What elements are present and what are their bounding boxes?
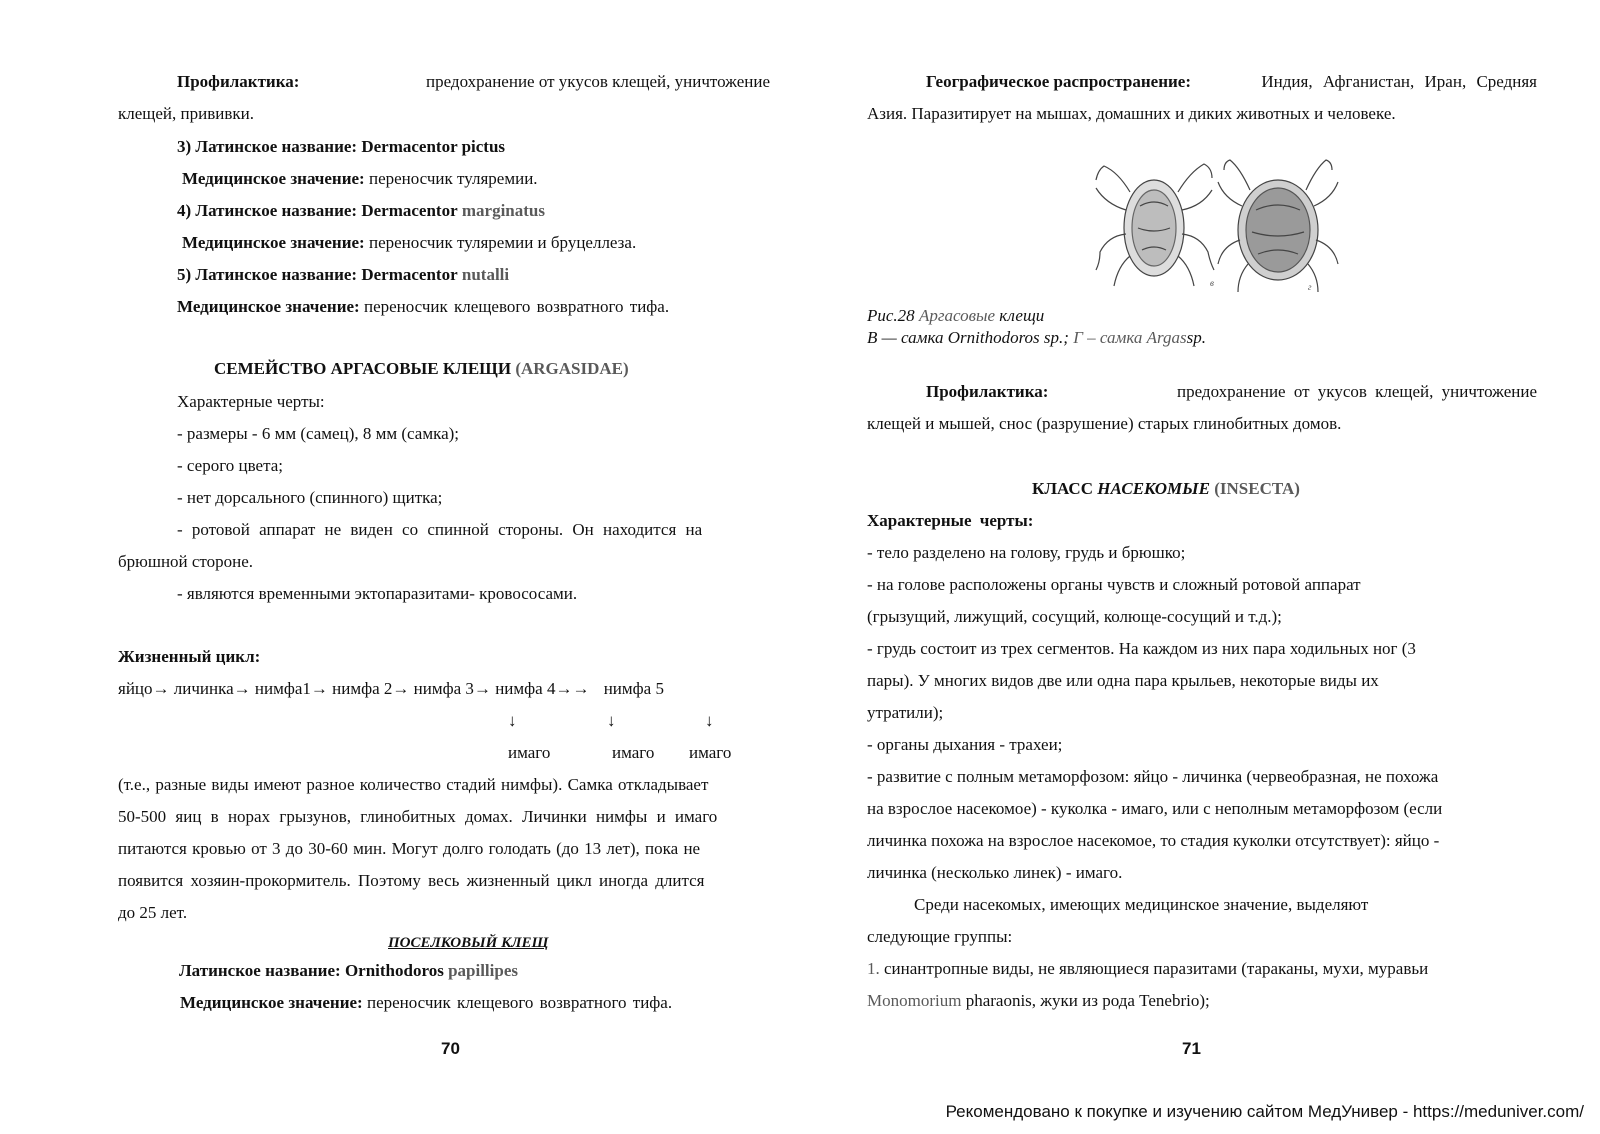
figure-number: Рис.28 xyxy=(867,306,915,325)
groups-intro: Среди насекомых, имеющих медицинское значение, выделяют xyxy=(914,895,1369,914)
prophylaxis-line xyxy=(177,71,770,93)
feature-item-cont: брюшной стороне. xyxy=(118,552,254,571)
stage-nymph-3: нимфа 3 xyxy=(413,679,474,698)
feature-item: - органы дыхания - трахеи; xyxy=(867,735,1063,754)
features-title: Характерные черты: xyxy=(867,511,1034,530)
medical-label: Медицинское значение: xyxy=(177,297,360,316)
latin-name-label: 4) Латинское название: xyxy=(177,201,358,220)
family-latin: (ARGASIDAE) xyxy=(515,359,629,378)
medical-3 xyxy=(182,168,538,190)
arrow-right-icon: → xyxy=(233,679,251,698)
prophylaxis-label: Профилактика: xyxy=(177,72,300,91)
class-latin: (INSECTA) xyxy=(1214,479,1300,498)
feature-item-cont: на взрослое насекомое) - куколка - имаго, или с неполным метаморфозом (если xyxy=(867,799,1443,818)
caption-family: Аргасовые xyxy=(918,306,996,325)
class-heading xyxy=(1032,478,1300,500)
feature-item: - размеры - 6 мм (самец), 8 мм (самка); xyxy=(177,424,460,443)
medical-label: Медицинское значение: xyxy=(182,233,365,252)
medical-6 xyxy=(180,992,672,1014)
figure-caption-2 xyxy=(867,327,1206,349)
prophylaxis-text: предохранение от укусов клещей, уничтожение xyxy=(426,72,770,91)
latin-name-line xyxy=(179,960,518,982)
caption-sp: sp. xyxy=(1186,328,1206,347)
imago-label: имаго xyxy=(689,743,732,762)
arrow-right-icon: → xyxy=(555,679,573,698)
prophylaxis-cont: клещей и мышей, снос (разрушение) старых глинобитных домов. xyxy=(867,414,1342,433)
latin-name-label: 3) Латинское название: xyxy=(177,137,358,156)
feature-item-cont: личинка (несколько линек) - имаго. xyxy=(867,863,1123,882)
latin-name-species: papillipes xyxy=(448,961,518,980)
geography-cont: Азия. Паразитирует на мышах, домашних и диких животных и человеке. xyxy=(867,104,1396,123)
medical-4 xyxy=(182,232,636,254)
latin-name: Ornithodoros xyxy=(344,961,444,980)
stage-nymph-2: нимфа 2 xyxy=(332,679,393,698)
latin-name: Dermacentor xyxy=(361,265,458,284)
groups-intro-cont: следующие группы: xyxy=(867,927,1013,946)
medical-5 xyxy=(177,296,669,318)
caption-species-2: Г – самка Argas xyxy=(1073,328,1187,347)
argasid-ticks-illustration xyxy=(1092,144,1342,300)
arrow-down-icon: ↓ xyxy=(508,711,517,730)
figure-label-b: в xyxy=(1210,278,1214,288)
arrow-down-icon: ↓ xyxy=(607,711,616,730)
latin-name: Dermacentor xyxy=(361,201,458,220)
caption-species: Ornithodoros sp.; xyxy=(947,328,1069,347)
stage-egg: яйцо xyxy=(118,679,153,698)
feature-item: - грудь состоит из трех сегментов. На каждом из них пара ходильных ног (3 xyxy=(867,639,1416,658)
prophylaxis-label: Профилактика: xyxy=(926,382,1049,401)
group-number: 1. xyxy=(867,959,880,978)
prophylaxis-line xyxy=(926,381,1537,403)
stage-nymph-5: нимфа 5 xyxy=(603,679,664,698)
latin-name-species: nutalli xyxy=(461,265,510,284)
figure-caption-1 xyxy=(867,305,1044,327)
features-title: Характерные черты: xyxy=(177,392,325,411)
imago-label: имаго xyxy=(612,743,655,762)
latin-name: Dermacentor pictus xyxy=(361,137,506,156)
footer-recommendation: Рекомендовано к покупке и изучению сайтом МедУнивер - https://meduniver.com/ xyxy=(945,1102,1584,1121)
family-heading xyxy=(214,358,629,380)
group-text: pharaonis, жуки из рода Tenebrio); xyxy=(965,991,1210,1010)
arrow-right-icon: → xyxy=(152,679,170,698)
paragraph-line: (т.е., разные виды имеют разное количество стадий нимфы). Самка откладывает xyxy=(118,775,709,794)
species-3 xyxy=(177,136,505,158)
latin-name-label: 5) Латинское название: xyxy=(177,265,358,284)
class-name: НАСЕКОМЫЕ xyxy=(1097,479,1210,498)
right-page xyxy=(800,0,1600,1134)
stage-nymph-4: нимфа 4 xyxy=(495,679,556,698)
prophylaxis-text: предохранение от укусов клещей, уничтожение xyxy=(1177,382,1537,401)
feature-item-cont: утратили); xyxy=(867,703,944,722)
feature-item: - на голове расположены органы чувств и сложный ротовой аппарат xyxy=(867,575,1361,594)
page-number: 71 xyxy=(1182,1039,1201,1058)
feature-item-cont: пары). У многих видов две или одна пара крыльев, некоторые виды их xyxy=(867,671,1379,690)
latin-name-label: Латинское название: xyxy=(179,961,341,980)
medical-text: переносчик туляремии. xyxy=(368,169,538,188)
feature-item: - тело разделено на голову, грудь и брюшко; xyxy=(867,543,1186,562)
geography-line xyxy=(926,71,1537,93)
stage-nymph-1: нимфа1 xyxy=(254,679,311,698)
feature-item-cont: личинка похожа на взрослое насекомое, то стадия куколки отсутствует): яйцо - xyxy=(867,831,1440,850)
group-item-1 xyxy=(867,958,1428,980)
life-cycle-title: Жизненный цикл: xyxy=(118,647,261,666)
feature-item: - серого цвета; xyxy=(177,456,283,475)
arrow-right-icon: → xyxy=(572,679,590,698)
paragraph-line: появится хозяин-прокормитель. Поэтому весь жизненный цикл иногда длится xyxy=(118,871,705,890)
latin-name-species: marginatus xyxy=(461,201,545,220)
group-item-1-cont xyxy=(867,990,1210,1012)
paragraph-line: питаются кровью от 3 до 30-60 мин. Могут долго голодать (до 13 лет), пока не xyxy=(118,839,701,858)
arrow-down-icon: ↓ xyxy=(705,711,714,730)
life-cycle-chain xyxy=(118,678,664,700)
medical-text: переносчик клещевого возвратного тифа. xyxy=(366,993,673,1012)
paragraph-line: 50-500 яиц в норах грызунов, глинобитных домах. Личинки нимфы и имаго xyxy=(118,807,718,826)
stage-larva: личинка xyxy=(173,679,234,698)
species-5 xyxy=(177,264,509,286)
medical-text: переносчик клещевого возвратного тифа. xyxy=(363,297,670,316)
arrow-right-icon: → xyxy=(473,679,491,698)
medical-label: Медицинское значение: xyxy=(180,993,363,1012)
caption-text: В — самка xyxy=(867,328,944,347)
class-title: КЛАСС xyxy=(1032,479,1093,498)
arrow-right-icon: → xyxy=(392,679,410,698)
feature-item: - ротовой аппарат не виден со спинной стороны. Он находится на xyxy=(177,520,703,539)
medical-label: Медицинское значение: xyxy=(182,169,365,188)
feature-item: - являются временными эктопаразитами- кровососами. xyxy=(177,584,578,603)
figure-label-g: г xyxy=(1308,282,1312,292)
page-number: 70 xyxy=(441,1039,460,1058)
imago-label: имаго xyxy=(508,743,551,762)
feature-item-cont: (грызущий, лижущий, сосущий, колюще-сосущий и т.д.); xyxy=(867,607,1282,626)
medical-text: переносчик туляремии и бруцеллеза. xyxy=(368,233,637,252)
caption-text: клещи xyxy=(999,306,1045,325)
family-title: СЕМЕЙСТВО АРГАСОВЫЕ КЛЕЩИ xyxy=(214,359,512,378)
paragraph-line: до 25 лет. xyxy=(118,903,188,922)
genus-name: Monomorium xyxy=(867,991,962,1010)
geography-text: Индия, Афганистан, Иран, Средняя xyxy=(1261,72,1537,91)
tick-figure xyxy=(1092,144,1342,305)
species-4 xyxy=(177,200,545,222)
geography-label: Географическое распространение: xyxy=(926,72,1191,91)
arrow-right-icon: → xyxy=(310,679,328,698)
feature-item: - нет дорсального (спинного) щитка; xyxy=(177,488,443,507)
group-text: синантропные виды, не являющиеся паразитами (тараканы, мухи, муравьи xyxy=(884,959,1429,978)
prophylaxis-cont: клещей, прививки. xyxy=(118,104,254,123)
feature-item: - развитие с полным метаморфозом: яйцо - личинка (червеобразная, не похожа xyxy=(867,767,1439,786)
subsection-title: ПОСЕЛКОВЫЙ КЛЕЩ xyxy=(388,935,549,951)
